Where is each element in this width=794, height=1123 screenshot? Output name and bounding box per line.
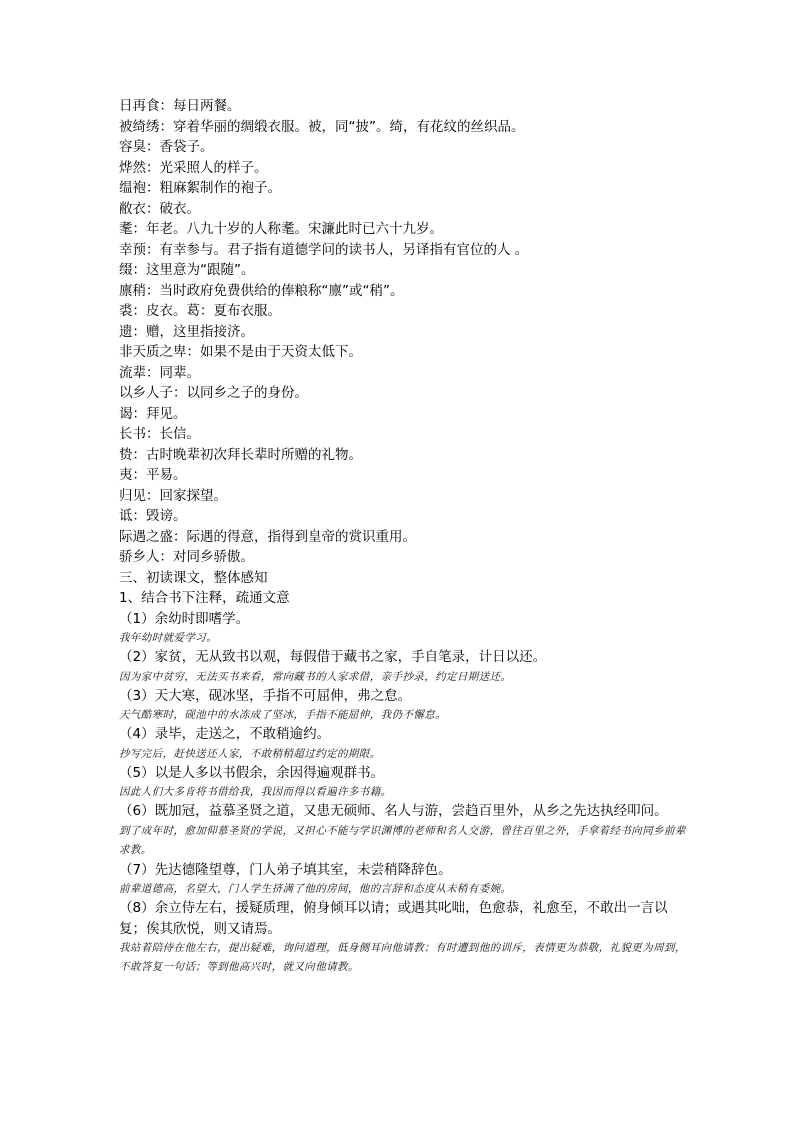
passage-translation: 天气酷寒时，砚池中的水冻成了坚冰，手指不能屈伸，我仍不懈怠。 (119, 709, 446, 721)
passage-translation: 我年幼时就爱学习。 (119, 632, 218, 644)
glossary-item: 被绮绣：穿着华丽的绸缎衣服。被，同“披”。绮，有花纹的丝织品。 (119, 118, 525, 135)
sub-heading: 1、结合书下注释，疏通文意 (119, 590, 290, 606)
passage-translation: 到了成年时，愈加仰慕圣贤的学说，又担心不能与学识渊博的老师和名人交游，曾往百里之外，手拿着经书向同乡前辈求教。 (119, 824, 686, 856)
glossary-item: 缊袍：粗麻絮制作的袍子。 (119, 180, 281, 196)
glossary-item: 骄乡人：对同乡骄傲。 (119, 549, 254, 565)
glossary-item: 谒：拜见。 (119, 405, 187, 422)
passage-text: （4）录毕，走送之，不敢稍逾约。 (119, 726, 331, 742)
passage-text: （5）以是人多以书假余，余因得遍观群书。 (119, 764, 385, 781)
glossary-list (119, 96, 689, 568)
glossary-item: 缀：这里意为“跟随”。 (119, 262, 255, 278)
passage-text: （1）余幼时即嗜学。 (119, 610, 250, 627)
glossary-item: 容臭：香袋子。 (119, 139, 214, 155)
glossary-item: 裘：皮衣。葛：夏布衣服。 (119, 303, 281, 319)
passage-translation: 因此人们大多肯将书借给我，我因而得以看遍许多书籍。 (119, 786, 392, 798)
passage-translation: 抄写完后，赶快送还人家，不敢稍稍超过约定的期限。 (119, 747, 381, 760)
glossary-item: 夷：平易。 (119, 467, 187, 483)
glossary-item: 廪稍：当时政府免费供给的俸粮称“廪”或“稍”。 (119, 282, 404, 299)
glossary-item: 非天质之卑：如果不是由于天资太低下。 (119, 344, 362, 360)
passage-text: （7）先达德隆望尊，门人弟子填其室，未尝稍降辞色。 (119, 861, 452, 878)
glossary-item: 幸预：有幸参与。君子指有道德学问的读书人，另译指有官位的人 。 (119, 241, 529, 258)
glossary-item: 敝衣：破衣。 (119, 200, 200, 217)
glossary-item: 贽：古时晚辈初次拜长辈时所赠的礼物。 (119, 446, 362, 463)
passage-text: （3）天大寒，砚冰坚，手指不可屈伸，弗之怠。 (119, 687, 412, 704)
glossary-item: 长书：长信。 (119, 426, 200, 442)
passage-translation: 我站着陪侍在他左右，提出疑难，询问道理，低身侧耳向他请教；有时遭到他的训斥，表情更为恭敬，礼貌更为周到，不敢答复一句话；等到他高兴时，就又向他请教。 (119, 942, 686, 973)
passage-list (119, 609, 689, 978)
passage-text: （8）余立侍左右，援疑质理，俯身倾耳以请；或遇其叱咄，色愈恭，礼愈至，不敢出一言以复；俟其欣悦，则又请焉。 (119, 900, 668, 937)
passage-text: （2）家贫，无从致书以观，每假借于藏书之家，手自笔录，计日以还。 (119, 649, 547, 665)
glossary-item: 流辈：同辈。 (119, 364, 200, 381)
glossary-item: 归见：回家探望。 (119, 487, 227, 504)
passage-translation: 因为家中贫穷，无法买书来看，常向藏书的人家求借，亲手抄录，约定日期送还。 (119, 670, 512, 683)
glossary-item: 遗：赠，这里指接济。 (119, 323, 254, 340)
glossary-item: 烨然：光采照人的样子。 (119, 159, 268, 176)
glossary-item: 诋：毁谤。 (119, 508, 187, 524)
passage-text: （6）既加冠，益慕圣贤之道，又患无硕师、名人与游，尝趋百里外，从乡之先达执经叩问。 (119, 803, 668, 819)
glossary-item: 耄：年老。八九十岁的人称耄。宋濂此时已六十九岁。 (119, 221, 443, 237)
glossary-item: 日再食：每日两餐。 (119, 98, 241, 114)
section-heading: 三、初读课文，整体感知 (119, 569, 268, 586)
document-page (119, 96, 689, 977)
passage-translation: 前辈道德高，名望大，门人学生挤满了他的房间，他的言辞和态度从未稍有委婉。 (119, 883, 512, 895)
glossary-item: 际遇之盛：际遇的得意，指得到皇帝的赏识重用。 (119, 528, 416, 545)
glossary-item: 以乡人子：以同乡之子的身份。 (119, 385, 308, 401)
